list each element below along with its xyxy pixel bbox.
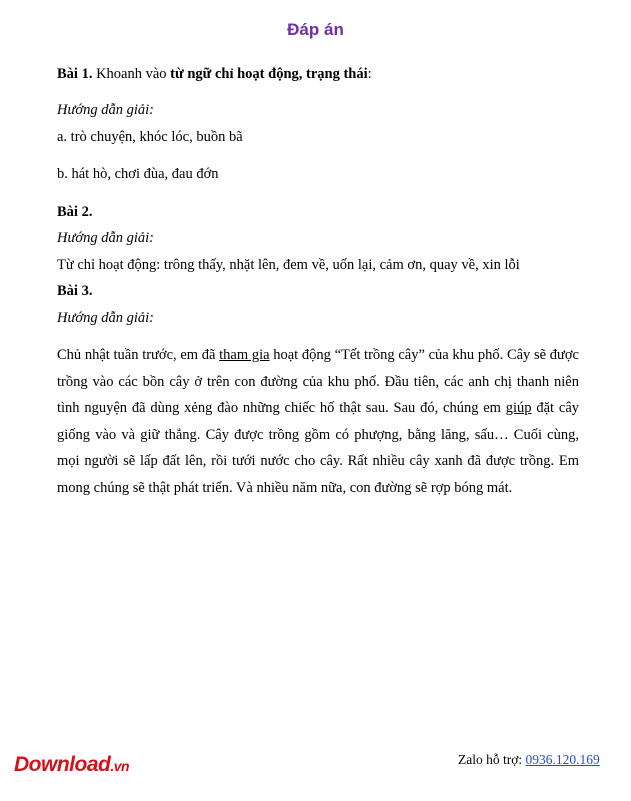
bai3-underlined-1: tham gia bbox=[219, 347, 270, 363]
bai1-bold-text: từ ngữ chỉ hoạt động, trạng thái bbox=[170, 66, 368, 82]
bai3-underlined-2: giúp bbox=[505, 400, 532, 416]
bai2-label bbox=[57, 204, 92, 221]
bai1-answer-b: b. hát hò, chơi đùa, đau đớn bbox=[57, 166, 219, 182]
bai2-answer: Từ chỉ hoạt động: trông thấy, nhặt lên, đem về, uốn lại, cảm ơn, quay về, xin lỗi bbox=[57, 257, 520, 273]
bai3-text-2: hoạt động “Tết trồng cây” của khu phố. Cây sẽ được trồng vào các bồn cây ở trên con đường của khu phố. Đầu tiên, các anh chị thanh niên tình nguyện đã dùng xẻng đào những chiếc hố thật sau. Sau đó, chúng em bbox=[57, 347, 579, 416]
bai2-guide: Hướng dẫn giải: bbox=[57, 230, 155, 246]
zalo-label: Zalo hỗ trợ: bbox=[458, 752, 526, 767]
download-logo[interactable] bbox=[14, 753, 129, 777]
bai1-answer-a: a. trò chuyện, khóc lóc, buồn bã bbox=[57, 129, 243, 145]
phone-link[interactable]: 0936.120.169 bbox=[525, 752, 600, 767]
bai3-label-text: Bài 3. bbox=[57, 283, 93, 299]
bai1-text-after: : bbox=[367, 66, 372, 82]
bai3-text-3: đặt cây giống vào và giữ thẳng. Cây được trồng gồm có phượng, bằng lăng, sấu… Cuối cùng, mọi người sẽ lấp đất lên, rồi tưới nước cho cây. Rất nhiều cây xanh đã được trồng. Em mong chúng sẽ thật phát triển. Và nhiều năm nữa, con đường sẽ rợp bóng mát. bbox=[57, 400, 580, 496]
zalo-support bbox=[458, 752, 600, 768]
bai3-guide: Hướng dẫn giải: bbox=[57, 310, 155, 326]
bai3-label bbox=[57, 283, 92, 300]
bai3-text-1: Chủ nhật tuần trước, em đã bbox=[57, 347, 220, 363]
logo-main-text: Download bbox=[14, 753, 111, 776]
bai1-label: Bài 1. bbox=[57, 66, 93, 82]
logo-suffix-text: .vn bbox=[110, 758, 130, 774]
bai2-label-text: Bài 2. bbox=[57, 204, 93, 220]
bai1-guide: Hướng dẫn giải: bbox=[57, 102, 155, 118]
bai1-text-before: Khoanh vào bbox=[92, 66, 171, 82]
bai3-paragraph bbox=[57, 342, 579, 501]
page-title: Đáp án bbox=[287, 20, 344, 39]
bai1-heading bbox=[57, 66, 372, 83]
